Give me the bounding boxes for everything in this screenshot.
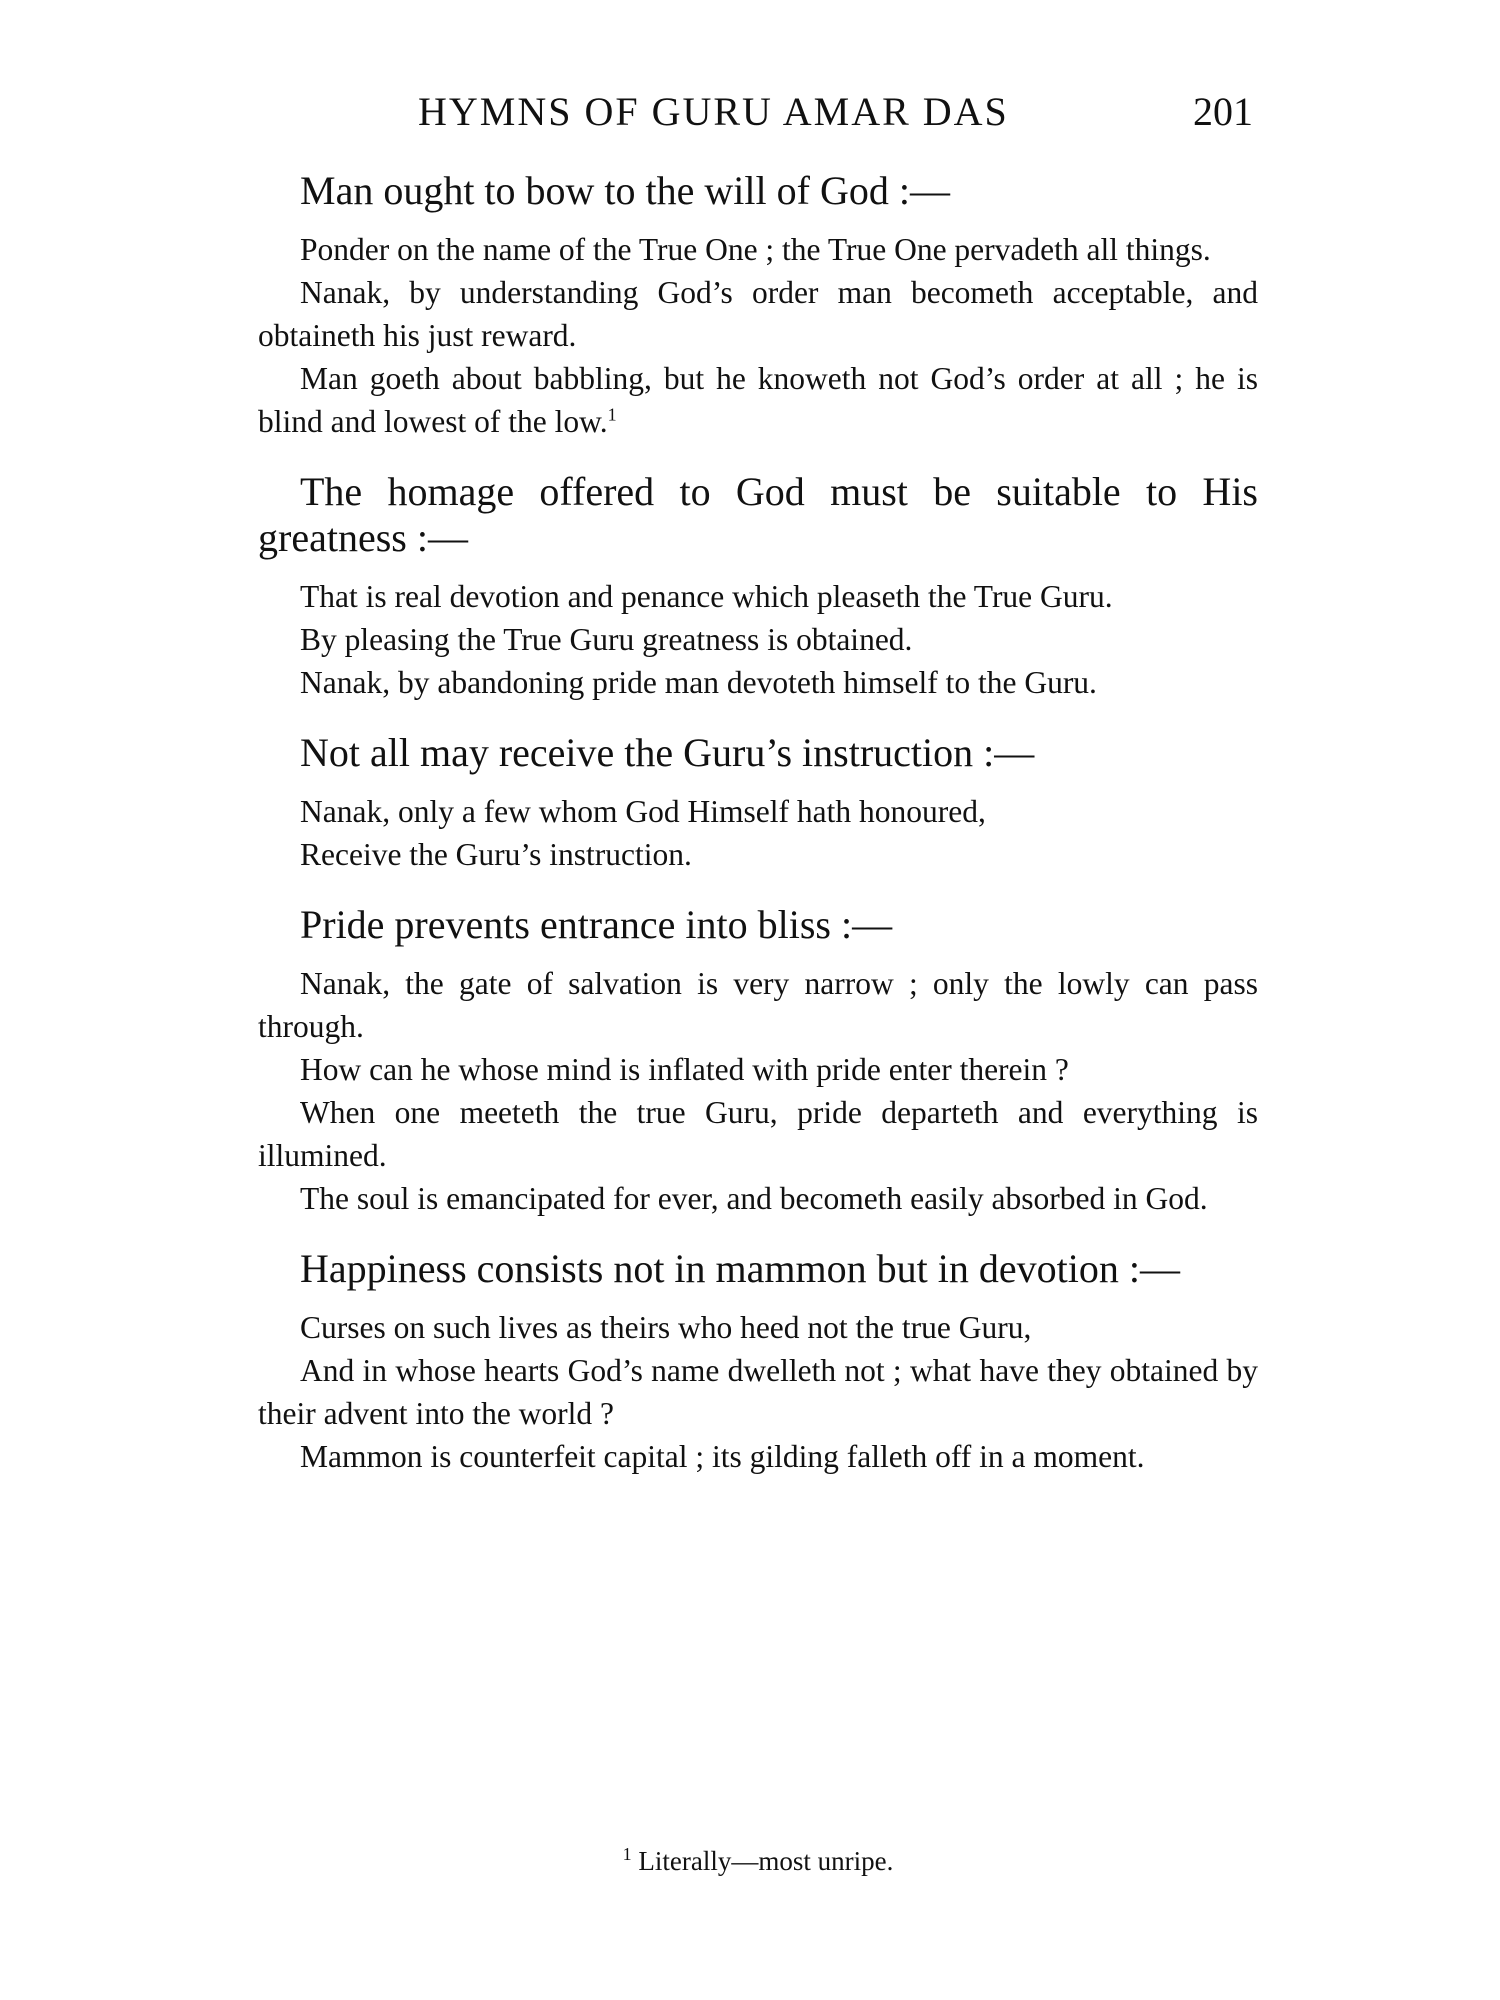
section-heading: Man ought to bow to the will of God :— xyxy=(300,168,950,213)
verse: Nanak, the gate of salvation is very narrow ; only the lowly can pass through. xyxy=(258,966,1258,1044)
verse: Receive the Guru’s instruction. xyxy=(300,837,692,872)
verse: Mammon is counterfeit capital ; its gilding falleth off in a moment. xyxy=(300,1439,1145,1474)
footnote xyxy=(258,1846,1258,1877)
running-head xyxy=(258,88,1258,148)
page-number: 201 xyxy=(1193,89,1253,134)
verse-text: Man goeth about babbling, but he knoweth not God’s order at all ; he is blind and lowest of the low. xyxy=(258,361,1258,439)
book-page xyxy=(258,88,1258,1928)
verse xyxy=(258,357,1258,443)
verse: Curses on such lives as theirs who heed not the true Guru, xyxy=(300,1310,1032,1345)
footnote-marker: 1 xyxy=(622,1844,632,1864)
footnote-reference: 1 xyxy=(607,404,617,425)
verse: Nanak, only a few whom God Himself hath honoured, xyxy=(300,794,986,829)
section-guru-instruction xyxy=(258,730,1258,876)
section-homage xyxy=(258,469,1258,704)
verse: Ponder on the name of the True One ; the True One pervadeth all things. xyxy=(300,232,1211,267)
section-heading: Pride prevents entrance into bliss :— xyxy=(300,902,893,947)
footnote-text: Literally—most unripe. xyxy=(638,1846,894,1876)
running-title: HYMNS OF GURU AMAR DAS xyxy=(418,89,1009,134)
section-heading: The homage offered to God must be suitable to His greatness :— xyxy=(258,469,1258,560)
verse: The soul is emancipated for ever, and becometh easily absorbed in God. xyxy=(300,1181,1208,1216)
verse: Nanak, by abandoning pride man devoteth himself to the Guru. xyxy=(300,665,1097,700)
verse: And in whose hearts God’s name dwelleth not ; what have they obtained by their advent into the world ? xyxy=(258,1353,1258,1431)
verse: Nanak, by understanding God’s order man becometh acceptable, and obtaineth his just reward. xyxy=(258,275,1258,353)
section-pride xyxy=(258,902,1258,1220)
verse: By pleasing the True Guru greatness is obtained. xyxy=(300,622,913,657)
section-heading: Not all may receive the Guru’s instruction :— xyxy=(300,730,1035,775)
verse: How can he whose mind is inflated with pride enter therein ? xyxy=(300,1052,1069,1087)
section-heading: Happiness consists not in mammon but in devotion :— xyxy=(300,1246,1180,1291)
verse: When one meeteth the true Guru, pride departeth and everything is illumined. xyxy=(258,1095,1258,1173)
section-will-of-god xyxy=(258,168,1258,443)
section-happiness xyxy=(258,1246,1258,1478)
verse: That is real devotion and penance which pleaseth the True Guru. xyxy=(300,579,1113,614)
